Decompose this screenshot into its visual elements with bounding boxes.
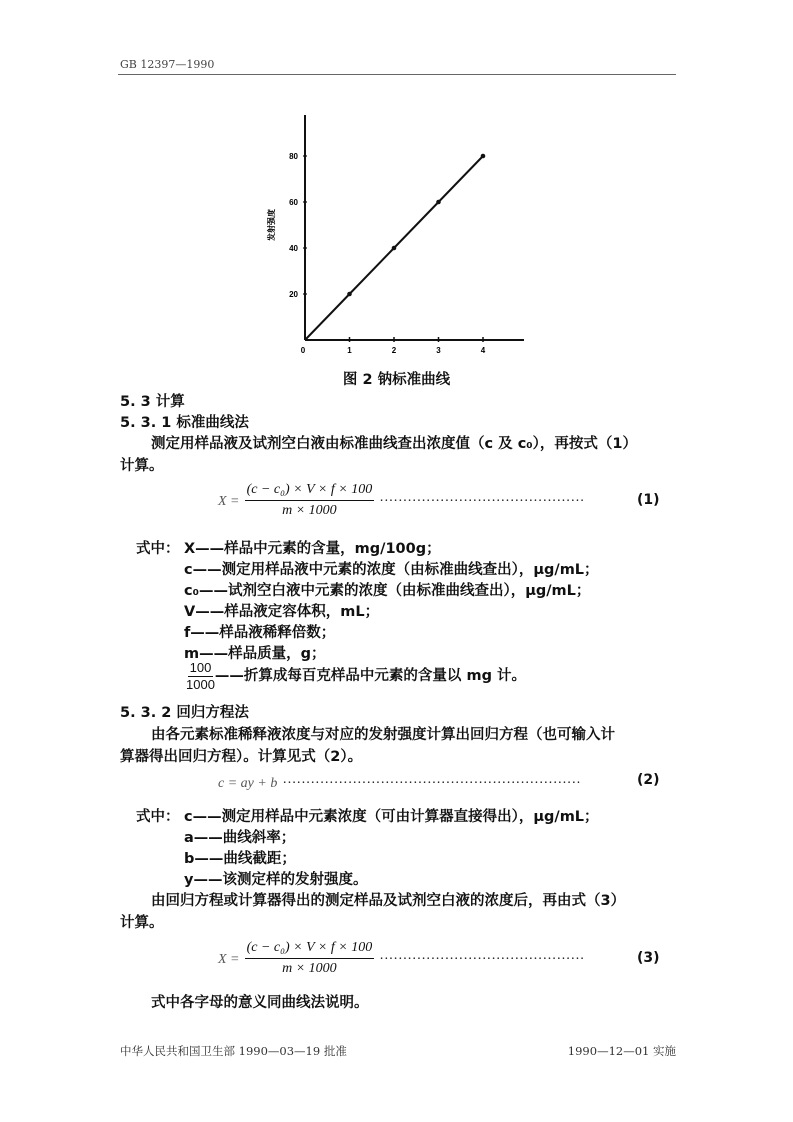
formula-3-number: (3) (637, 950, 660, 966)
variable-definition: y——该测定样的发射强度。 (184, 872, 368, 888)
x-tick-label: 1 (347, 346, 352, 355)
variable-definition: c₀——试剂空白液中元素的浓度（由标准曲线查出），μg/mL； (184, 583, 591, 599)
header-rule (118, 74, 676, 75)
y-tick-label: 20 (289, 290, 298, 299)
variables-intro: 式中： (136, 541, 180, 557)
formula-lhs: X = (218, 952, 240, 967)
paragraph-line: 计算。 (120, 458, 164, 474)
formula-denominator: m × 1000 (282, 961, 337, 976)
variable-definition-fraction (186, 660, 526, 692)
x-tick-label: 4 (480, 346, 486, 355)
formula-numerator: (c − c₀) × V × f × 100 (245, 940, 375, 959)
variable-definition: X——样品中元素的含量，mg/100g； (184, 541, 441, 557)
formula-3 (218, 940, 584, 977)
variable-definition: b——曲线截距； (184, 851, 296, 867)
formula-fraction (245, 940, 375, 977)
paragraph-line: 算器得出回归方程）。计算见式（2）。 (120, 749, 363, 765)
formula-lhs: X = (218, 494, 240, 509)
figure-caption: 图 2 钠标准曲线 (342, 372, 451, 388)
data-point (347, 292, 352, 297)
formula-numerator: (c − c₀) × V × f × 100 (245, 482, 375, 501)
data-point (392, 246, 397, 251)
x-tick-label: 3 (436, 346, 441, 355)
variable-definition: a——曲线斜率； (184, 830, 296, 846)
y-tick-label: 40 (289, 244, 298, 253)
data-point (436, 200, 441, 205)
fraction-description: ——折算成每百克样品中元素的含量以 mg 计。 (214, 668, 527, 684)
paragraph-line: 式中各字母的意义同曲线法说明。 (151, 995, 369, 1011)
formula-2 (218, 772, 581, 792)
fraction-denominator: 1000 (186, 677, 215, 692)
formula-1-number: (1) (637, 492, 660, 508)
sodium-standard-curve-chart (262, 95, 532, 360)
fraction (186, 660, 215, 692)
variable-definition: V——样品液定容体积，mL； (184, 604, 380, 620)
data-point (481, 154, 486, 159)
fraction-numerator: 100 (189, 660, 212, 675)
footer-implementation: 1990—12—01 实施 (567, 1044, 676, 1058)
formula-expression: c = ay + b (218, 776, 278, 791)
formula-1 (218, 482, 584, 519)
paragraph-line: 由回归方程或计算器得出的测定样品及试剂空白液的浓度后，再由式（3） (151, 893, 626, 909)
variable-definition: m——样品质量，g； (184, 646, 326, 662)
footer-approval: 中华人民共和国卫生部 1990—03—19 批准 (120, 1044, 347, 1058)
variable-definition: f——样品液稀释倍数； (184, 625, 336, 641)
x-tick-label: 0 (300, 346, 306, 355)
variable-definition: c——测定用样品液中元素的浓度（由标准曲线查出），μg/mL； (184, 562, 599, 578)
y-tick-label: 60 (289, 198, 298, 207)
variables-intro: 式中： (136, 809, 180, 825)
leader-dots: ············································ (379, 952, 585, 967)
section-5-3-1-title: 5. 3. 1 标准曲线法 (120, 415, 249, 431)
standard-number: GB 12397—1990 (120, 58, 215, 71)
paragraph-line: 测定用样品液及试剂空白液由标准曲线查出浓度值（c 及 c₀），再按式（1） (151, 436, 637, 452)
section-5-3-title: 5. 3 计算 (120, 394, 185, 410)
paragraph-line: 由各元素标准稀释液浓度与对应的发射强度计算出回归方程（也可输入计 (151, 727, 615, 743)
y-tick-label: 80 (289, 152, 298, 161)
y-axis-label: 发射强度 (267, 209, 276, 241)
variable-definition: c——测定用样品中元素浓度（可由计算器直接得出），μg/mL； (184, 809, 599, 825)
section-5-3-2-title: 5. 3. 2 回归方程法 (120, 705, 249, 721)
leader-dots: ································································ (282, 776, 581, 791)
formula-2-number: (2) (637, 772, 660, 788)
paragraph-line: 计算。 (120, 915, 164, 931)
leader-dots: ············································ (379, 494, 585, 509)
formula-fraction (245, 482, 375, 519)
formula-denominator: m × 1000 (282, 503, 337, 518)
x-tick-label: 2 (391, 346, 397, 355)
